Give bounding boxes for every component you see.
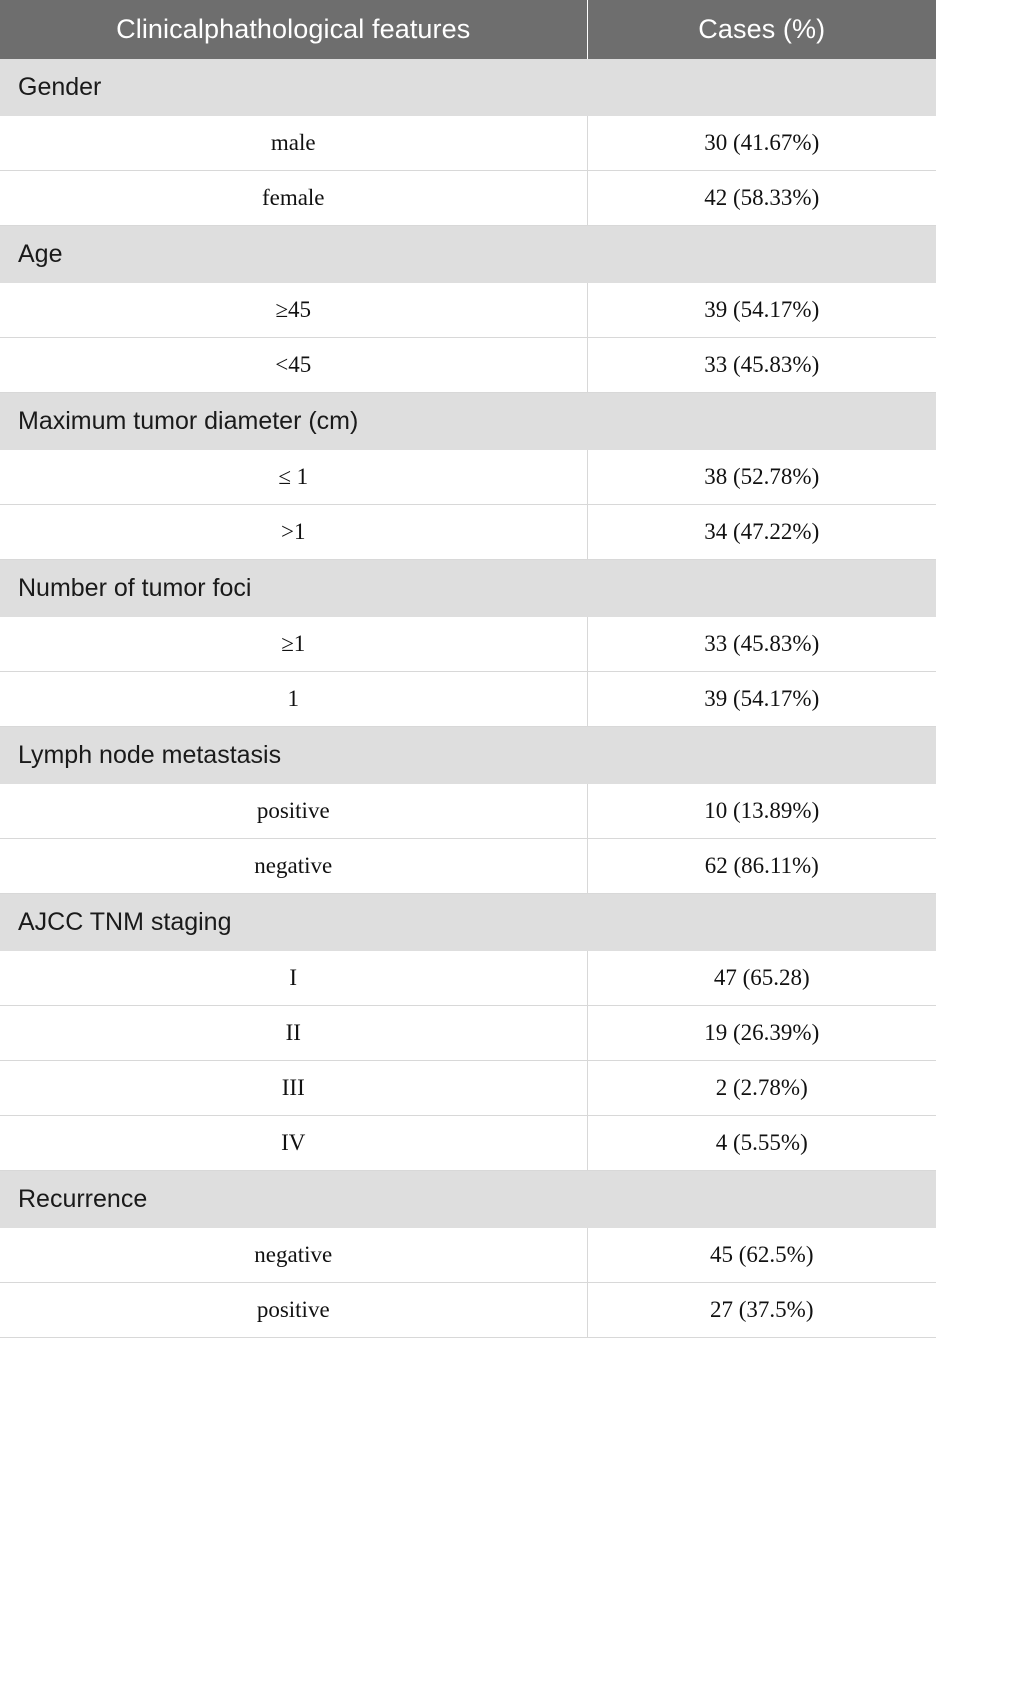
cell-cases: 34 (47.22%) <box>587 505 936 560</box>
table-row <box>0 450 936 505</box>
cell-feature: positive <box>0 1283 587 1338</box>
table-group-row <box>0 894 936 952</box>
table-header <box>0 0 936 59</box>
table-row <box>0 1061 936 1116</box>
cell-cases: 19 (26.39%) <box>587 1006 936 1061</box>
table-group-row <box>0 59 936 116</box>
table-group-row <box>0 727 936 785</box>
table-row <box>0 839 936 894</box>
cell-cases: 45 (62.5%) <box>587 1228 936 1283</box>
group-label: Number of tumor foci <box>0 560 936 618</box>
cell-feature: male <box>0 116 587 171</box>
column-header-cases: Cases (%) <box>587 0 936 59</box>
cell-cases: 62 (86.11%) <box>587 839 936 894</box>
cell-cases: 39 (54.17%) <box>587 672 936 727</box>
cell-cases: 2 (2.78%) <box>587 1061 936 1116</box>
cell-cases: 47 (65.28) <box>587 951 936 1006</box>
table-body <box>0 59 936 1338</box>
cell-feature: >1 <box>0 505 587 560</box>
table-row <box>0 116 936 171</box>
cell-cases: 33 (45.83%) <box>587 338 936 393</box>
table-row <box>0 784 936 839</box>
table-row <box>0 283 936 338</box>
column-header-features: Clinicalphathological features <box>0 0 587 59</box>
cell-feature: negative <box>0 839 587 894</box>
table-row <box>0 672 936 727</box>
cell-cases: 30 (41.67%) <box>587 116 936 171</box>
cell-cases: 42 (58.33%) <box>587 171 936 226</box>
cell-cases: 39 (54.17%) <box>587 283 936 338</box>
group-label: Gender <box>0 59 936 116</box>
cell-feature: II <box>0 1006 587 1061</box>
cell-feature: female <box>0 171 587 226</box>
cell-feature: III <box>0 1061 587 1116</box>
group-label: Age <box>0 226 936 284</box>
cell-feature: <45 <box>0 338 587 393</box>
cell-feature: positive <box>0 784 587 839</box>
cell-cases: 33 (45.83%) <box>587 617 936 672</box>
cell-cases: 38 (52.78%) <box>587 450 936 505</box>
table-row <box>0 951 936 1006</box>
cell-feature: ≤ 1 <box>0 450 587 505</box>
cell-cases: 4 (5.55%) <box>587 1116 936 1171</box>
table-row <box>0 1283 936 1338</box>
cell-feature: I <box>0 951 587 1006</box>
cell-feature: negative <box>0 1228 587 1283</box>
table-row <box>0 1116 936 1171</box>
group-label: Recurrence <box>0 1171 936 1229</box>
group-label: Maximum tumor diameter (cm) <box>0 393 936 451</box>
table-header-row <box>0 0 936 59</box>
table-group-row <box>0 1171 936 1229</box>
group-label: AJCC TNM staging <box>0 894 936 952</box>
table-group-row <box>0 393 936 451</box>
cell-feature: ≥45 <box>0 283 587 338</box>
table-row <box>0 617 936 672</box>
table-row <box>0 1006 936 1061</box>
cell-feature: IV <box>0 1116 587 1171</box>
table-row <box>0 1228 936 1283</box>
table-group-row <box>0 226 936 284</box>
group-label: Lymph node metastasis <box>0 727 936 785</box>
table-group-row <box>0 560 936 618</box>
cell-cases: 10 (13.89%) <box>587 784 936 839</box>
table-row <box>0 171 936 226</box>
cell-cases: 27 (37.5%) <box>587 1283 936 1338</box>
table-row <box>0 338 936 393</box>
table-row <box>0 505 936 560</box>
cell-feature: 1 <box>0 672 587 727</box>
cell-feature: ≥1 <box>0 617 587 672</box>
